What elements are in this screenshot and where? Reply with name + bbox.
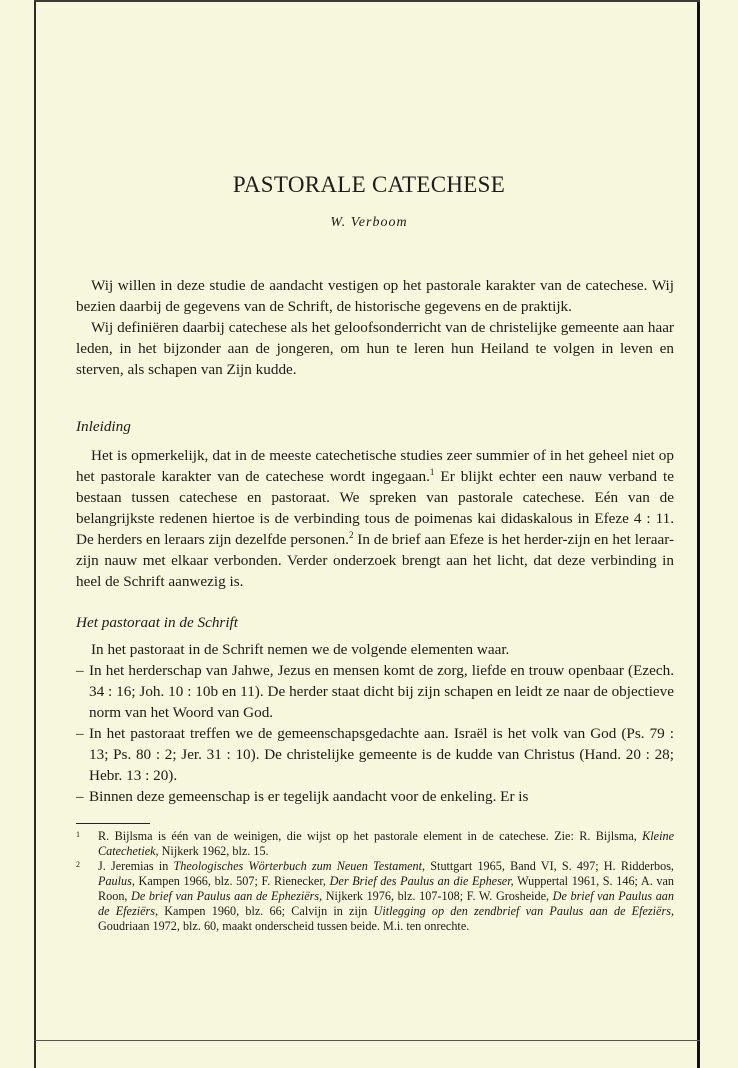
pastoraat-list (76, 660, 674, 807)
footnote-text: Stuttgart 1965, Band VI, S. 497; H. Ridderbos, (425, 859, 674, 873)
footnote-text: Nijkerk 1976, blz. 107-108; F. W. Grosheide, (322, 889, 553, 903)
footnote-book-title: De brief van Paulus aan de Epheziërs, (131, 889, 323, 903)
intro-paragraph-2: Wij definiëren daarbij catechese als het geloofsonderricht van de christelijke gemeente aan haar leden, in het bijzonder aan de jongeren, om hun te leren hun Heiland te volgen in leven en sterven, als schapen van Zijn kudde. (76, 319, 674, 378)
inleiding-paragraph (76, 445, 674, 592)
section-pastoraat (76, 612, 674, 807)
scan-border-left (34, 0, 36, 1068)
footnote-text: Wuppertal 1961, S. 146; A. van Roon, (98, 874, 675, 903)
section-heading-inleiding: Inleiding (76, 418, 131, 435)
footnote-2 (76, 859, 674, 934)
intro-section (76, 275, 674, 380)
footnote-ref-1[interactable]: 1 (429, 466, 435, 477)
footnote-text: R. Bijlsma is één van de weinigen, die wijst op het pastorale element in de catechese. Zie: R. Bijlsma, (98, 829, 643, 843)
intro-paragraph-1: Wij willen in deze studie de aandacht vestigen op het pastorale karakter van de catechese. Wij bezien daarbij de gegevens van de Schrift, de historische gegevens en de praktijk. (76, 277, 674, 315)
scan-border-top (34, 0, 700, 2)
list-item: – Binnen deze gemeenschap is er tegelijk aandacht voor de enkeling. Er is (76, 786, 674, 807)
inleiding-text-part-3: In de brief aan Efeze is het herder-zijn en het leraar-zijn nauw met elkaar verbonden. Verder onderzoek brengt aan het licht, dat deze verbinding in heel de Schrift aanwezig is. (76, 531, 675, 590)
footnote-book-title: Paulus, (98, 874, 135, 888)
scan-border-bottom (34, 1040, 700, 1041)
article-author: W. Verboom (330, 215, 408, 230)
pastoraat-lead: In het pastoraat in de Schrift nemen we de volgende elementen waar. (91, 641, 510, 658)
section-heading-pastoraat: Het pastoraat in de Schrift (76, 614, 238, 631)
inleiding-text-part-2: Er blijkt echter een nauw verband te bestaan tussen catechese en pastoraat. We spreken van pastorale catechese. Eén van de belangrijkste redenen hiertoe is de verbinding tous de poimenas kai didaskalous in Efeze 4 : 11. De herders en leraars zijn dezelfde personen. (76, 468, 674, 548)
footnote-text: Kampen 1966, blz. 507; F. Rienecker, (134, 874, 330, 888)
footnote-text: J. Jeremias in (98, 859, 174, 873)
footnote-book-title: Der Brief des Paulus an die Epheser, (329, 874, 514, 888)
footnote-number: 1 (76, 830, 80, 839)
footnote-1 (76, 829, 674, 859)
footnote-book-title: Uitlegging op den zendbrief van Paulus aan de Efeziërs, (373, 904, 674, 918)
footnote-book-title: De brief van Paulus aan de Efeziërs, (98, 889, 674, 918)
footnote-number: 2 (76, 860, 80, 869)
scan-border-right (697, 0, 700, 1068)
footnote-text: Kampen 1960, blz. 66; Calvijn in zijn (158, 904, 374, 918)
footnotes (76, 829, 674, 934)
article-title: PASTORALE CATECHESE (232, 172, 506, 197)
list-item: – In het pastoraat treffen we de gemeenschapsgedachte aan. Israël is het volk van God (Ps. 79 : 13; Ps. 80 : 2; Jer. 31 : 10). De christelijke gemeente is de kudde van Christus (Hand. 20 : 28; Hebr. 13 : 20). (76, 723, 674, 786)
footnote-book-title: Theologisches Wörterbuch zum Neuen Testament, (173, 859, 426, 873)
inleiding-text-part-1: Het is opmerkelijk, dat in de meeste catechetische studies zeer summier of in het geheel niet op het pastorale karakter van de catechese wordt ingegaan. (76, 447, 674, 485)
section-inleiding (76, 416, 674, 592)
footnote-ref-2[interactable]: 2 (348, 529, 354, 540)
footnote-rule (76, 823, 150, 824)
footnote-text: Nijkerk 1962, blz. 15. (158, 844, 269, 858)
footnote-book-title: Kleine Catechetiek, (98, 829, 674, 858)
footnote-text: Goudriaan 1972, blz. 60, maakt onderscheid tussen beide. M.i. ten onrechte. (98, 919, 470, 933)
list-item: – In het herderschap van Jahwe, Jezus en mensen komt de zorg, liefde en trouw openbaar (Ezech. 34 : 16; Joh. 10 : 10b en 11). De herder staat dicht bij zijn schapen en leidt ze naar de objectieve norm van het Woord van God. (76, 660, 674, 723)
